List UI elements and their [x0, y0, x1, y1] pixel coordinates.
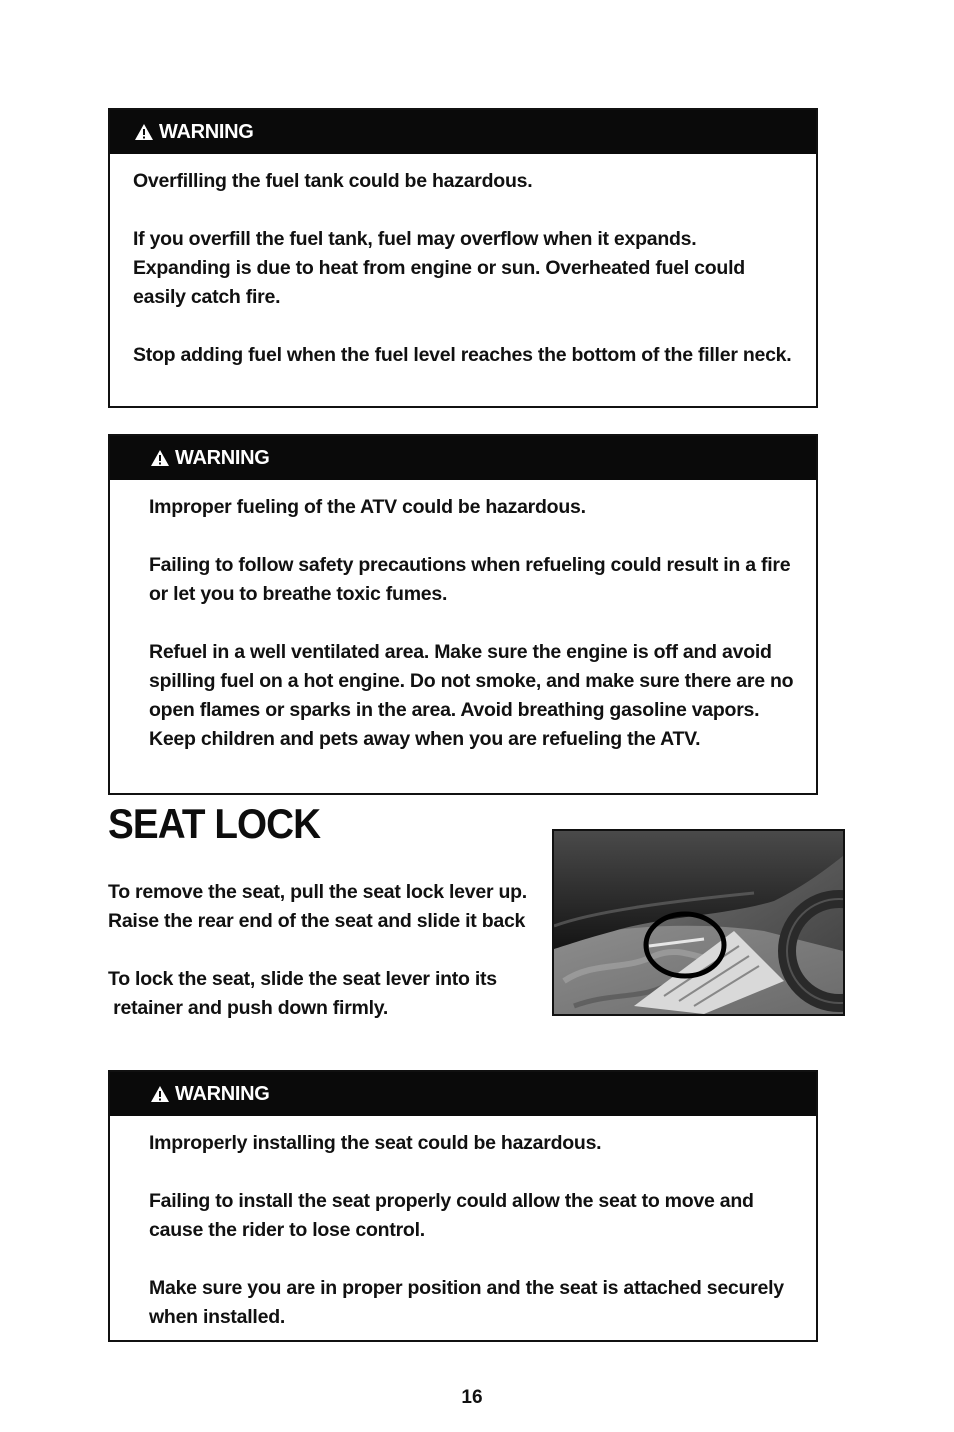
- warning-paragraph: Improper fueling of the ATV could be hazardous.: [149, 496, 586, 518]
- warning-header: [110, 110, 816, 154]
- warning-paragraph: Refuel in a well ventilated area. Make sure the engine is off and avoid spilling fuel on a hot engine. Do not smoke, and make sure there are no open flames or sparks in the area. Avoid breathing gasoline vapors. Keep children and pets away when you are refueling the ATV.: [149, 641, 794, 750]
- section-title-seat-lock: SEAT LOCK: [108, 800, 321, 847]
- page-number: 16: [461, 1387, 483, 1408]
- warning-paragraph: Overfilling the fuel tank could be hazardous.: [133, 170, 533, 192]
- warning-box-fuel-overfill: [108, 108, 818, 408]
- seat-lock-instructions: [108, 878, 540, 1023]
- warning-body: [110, 1116, 816, 1344]
- warning-triangle-icon: [134, 123, 154, 141]
- warning-paragraph: Make sure you are in proper position and the seat is attached securely when installed.: [149, 1277, 784, 1328]
- warning-label: WARNING: [175, 446, 270, 469]
- warning-header: [110, 1072, 816, 1116]
- warning-box-improper-fueling: [108, 434, 818, 795]
- instruction-paragraph: To remove the seat, pull the seat lock lever up. Raise the rear end of the seat and slide it back: [108, 881, 527, 932]
- warning-paragraph: Stop adding fuel when the fuel level reaches the bottom of the filler neck.: [133, 344, 792, 366]
- warning-box-seat-install: [108, 1070, 818, 1342]
- warning-paragraph: Failing to follow safety precautions when refueling could result in a fire or let you to breathe toxic fumes.: [149, 554, 791, 605]
- warning-paragraph: If you overfill the fuel tank, fuel may overflow when it expands. Expanding is due to heat from engine or sun. Overheated fuel could easily catch fire.: [133, 228, 745, 308]
- warning-triangle-icon: [150, 449, 170, 467]
- warning-triangle-icon: [150, 1085, 170, 1103]
- warning-paragraph: Failing to install the seat properly could allow the seat to move and cause the rider to lose control.: [149, 1190, 754, 1241]
- warning-label: WARNING: [175, 1082, 270, 1105]
- warning-label: WARNING: [159, 120, 254, 143]
- seat-lock-lever-photo: [552, 829, 845, 1016]
- warning-body: [110, 154, 816, 382]
- warning-header: [110, 436, 816, 480]
- instruction-paragraph: To lock the seat, slide the seat lever into its retainer and push down firmly.: [108, 968, 497, 1019]
- warning-paragraph: Improperly installing the seat could be hazardous.: [149, 1132, 602, 1154]
- warning-body: [110, 480, 816, 766]
